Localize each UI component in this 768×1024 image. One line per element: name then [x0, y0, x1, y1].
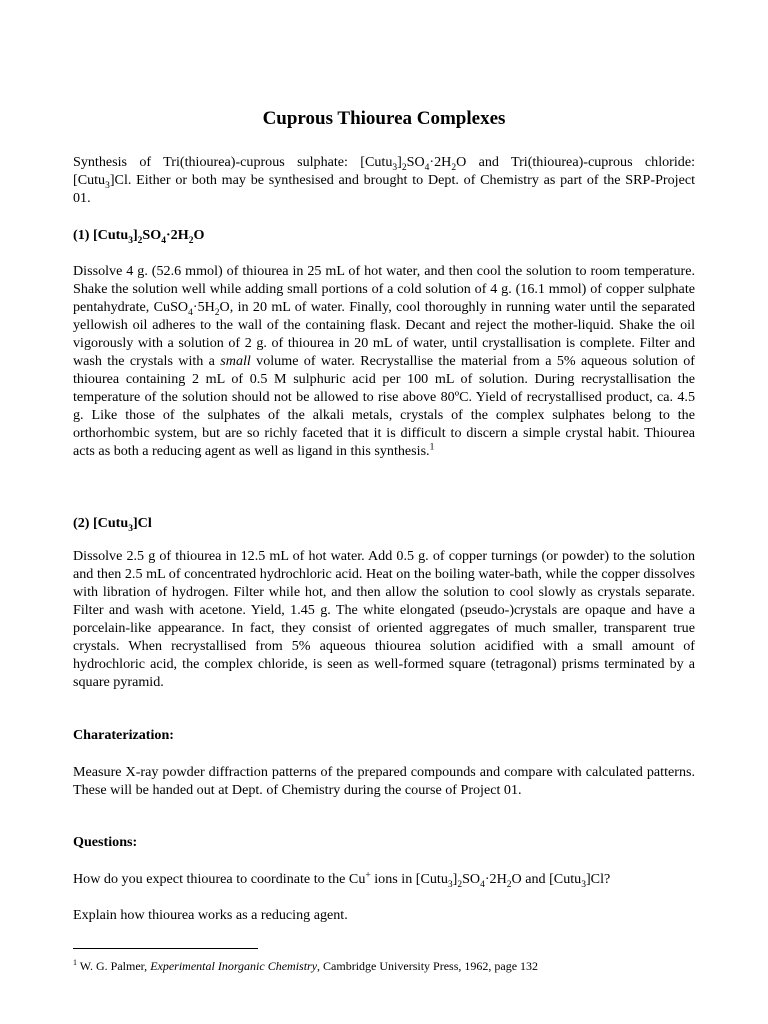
section-2-body: Dissolve 2.5 g of thiourea in 12.5 mL of hot water. Add 0.5 g. of copper turnings (or powder) to the solution and then 2.5 mL of concentrated hydrochloric acid. Heat on the boiling water-bath, while the copper dissolves with libration of hydrogen. Filter while hot, and then allow the solution to cool slowly as crystals separate. Filter and wash with acetone. Yield, 1.45 g. The white elongated (pseudo-)crystals are opaque and have a porcelain-like appearance. In fact, they consist of oriented aggregates of much smaller, transparent true crystals. When recrystallised from 5% aqueous thiourea solution acidified with a small amount of hydrochloric acid, the complex chloride, is seen as well-formed square (tetragonal) prisms terminated by a square pyramid. [73, 548, 695, 690]
footnote-reference: 1 [429, 442, 435, 453]
characterization-body: Measure X-ray powder diffraction patterns of the prepared compounds and compare with calculated patterns. These will be handed out at Dept. of Chemistry during the course of Project 01. [73, 764, 695, 798]
characterization-heading: Charaterization: [73, 727, 174, 743]
footnote: $^1$ W. G. Palmer, Experimental Inorganic Chemistry, Cambridge University Press, 1962, page 132 [73, 958, 539, 973]
section-1-heading: (1) $[Cutu_3]_2SO_4\cdot 2H_2O$ [73, 227, 205, 246]
page-title: Cuprous Thiourea Complexes [262, 108, 506, 129]
footnote-marker: 1 [73, 958, 77, 967]
footnote-divider [73, 948, 258, 949]
section-1-body: Dissolve 4 g. (52.6 mmol) of thiourea in 25 mL of hot water, and then cool the solution to room temperature. Shake the solution well while adding small portions of a cold solution of 4 g. (16.1 mmol) of copper sulphate pentahydrate, $CuSO_4\cdot 5H_2O$, in 20 mL of water. Finally, cool thoroughly in running water until the separated yellowish oil adheres to the wall of the containing flask. Decant and reject the mother-liquid. Shake the oil vigorously with a solution of 2 g. of thiourea in 20 mL of water, until crystallisation is complete. Filter and wash the crystals with a small volume of water. Recrystallise the material from a 5% aqueous solution of thiourea containing 2 mL of 0.5 M sulphuric acid per 100 mL of solution. During recrystallisation the temperature of the solution should not be allowed to rise above 80ºC. Yield of recrystallised product, ca. 4.5 g. Like those of the sulphates of the alkali metals, crystals of the complex sulphates belong to the orthorhombic system, but are so richly faceted that it is difficult to discern a simple crystal habit. Thiourea acts as both a reducing agent as well as ligand in this synthesis.$^1$ [73, 263, 696, 459]
questions-heading: Questions: [73, 834, 138, 850]
section-2-heading: (2) [Cutu$_3$]Cl [73, 515, 152, 534]
intro-paragraph: Synthesis of Tri(thiourea)-cuprous sulphate: $[Cutu_3]_2SO_4\cdot 2H_2O$ and Tri(thiourea)-cuprous chloride: [Cutu$_3$]Cl. Either or both may be synthesised and brought to Dept. of Chemistry as part of the SRP-Project 01. [73, 154, 695, 206]
question-1: How do you expect thiourea to coordinate to the Cu+ ions in $[Cutu_3]_2SO_4\cdot 2H_2O$ and [Cutu$_3$]Cl? [73, 870, 611, 890]
question-2: Explain how thiourea works as a reducing agent. [73, 907, 348, 923]
